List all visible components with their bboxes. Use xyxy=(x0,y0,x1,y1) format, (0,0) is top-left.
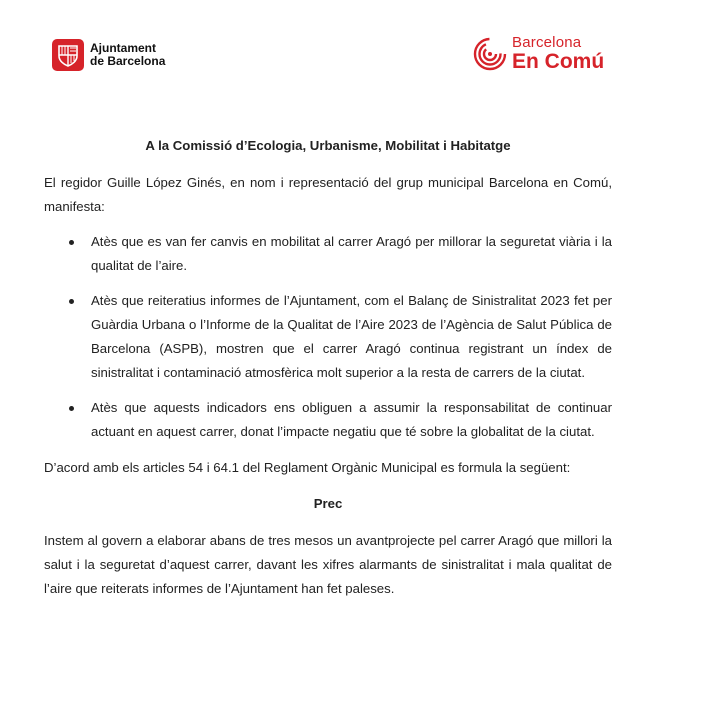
agreement-paragraph: D’acord amb els articles 54 i 64.1 del Reglament Orgànic Municipal es formula la següent: xyxy=(44,460,571,475)
list-item-text: Atès que es van fer canvis en mobilitat al carrer Aragó per millorar la seguretat viària i la qualitat de l’aire. xyxy=(91,234,612,273)
ajuntament-line1: Ajuntament xyxy=(90,41,156,55)
document-title: A la Comissió d’Ecologia, Urbanisme, Mobilitat i Habitatge xyxy=(145,138,511,153)
ajuntament-logo xyxy=(52,39,165,71)
bullet-list xyxy=(44,230,612,444)
list-item-text: Atès que reiteratius informes de l’Ajuntament, com el Balanç de Sinistralitat 2023 fet per Guàrdia Urbana o l’Informe de la Qualitat de l’Aire 2023 de l’Agència de Salut Pública de Barcelona (ASPB), mostren que el carrer Aragó continua registrant un índex de sinistralitat i contaminació atmosfèrica molt superior a la resta de carrers de la ciutat. xyxy=(91,293,612,380)
spiral-mark-icon xyxy=(472,36,508,72)
bullet-icon xyxy=(69,240,74,245)
bullet-icon xyxy=(69,406,74,411)
party-line1: Barcelona xyxy=(512,34,582,51)
intro-paragraph: El regidor Guille López Ginés, en nom i representació del grup municipal Barcelona en Comú, manifesta: xyxy=(44,175,612,214)
ajuntament-name xyxy=(90,42,165,68)
request-paragraph: Instem al govern a elaborar abans de tres mesos un avantprojecte pel carrer Aragó que millori la salut i la seguretat d’aquest carrer, davant les xifres alarmants de sinistralitat i mala qualitat de l’aire que reiterats informes de l’Ajuntament han fet paleses. xyxy=(44,533,612,596)
party-line2: En Comú xyxy=(512,50,605,73)
city-shield-icon xyxy=(52,39,84,71)
ajuntament-line2: de Barcelona xyxy=(90,54,166,68)
list-item-text: Atès que aquests indicadors ens obliguen a assumir la responsabilitat de continuar actuant en aquest carrer, donat l’impacte negatiu que té sobre la globalitat de la ciutat. xyxy=(91,400,612,439)
list-item xyxy=(44,289,612,385)
list-item xyxy=(44,396,612,444)
document-body xyxy=(44,134,612,601)
section-heading: Prec xyxy=(313,496,343,511)
bullet-icon xyxy=(69,299,74,304)
barcelona-en-comu-logo xyxy=(472,35,604,72)
list-item xyxy=(44,230,612,278)
